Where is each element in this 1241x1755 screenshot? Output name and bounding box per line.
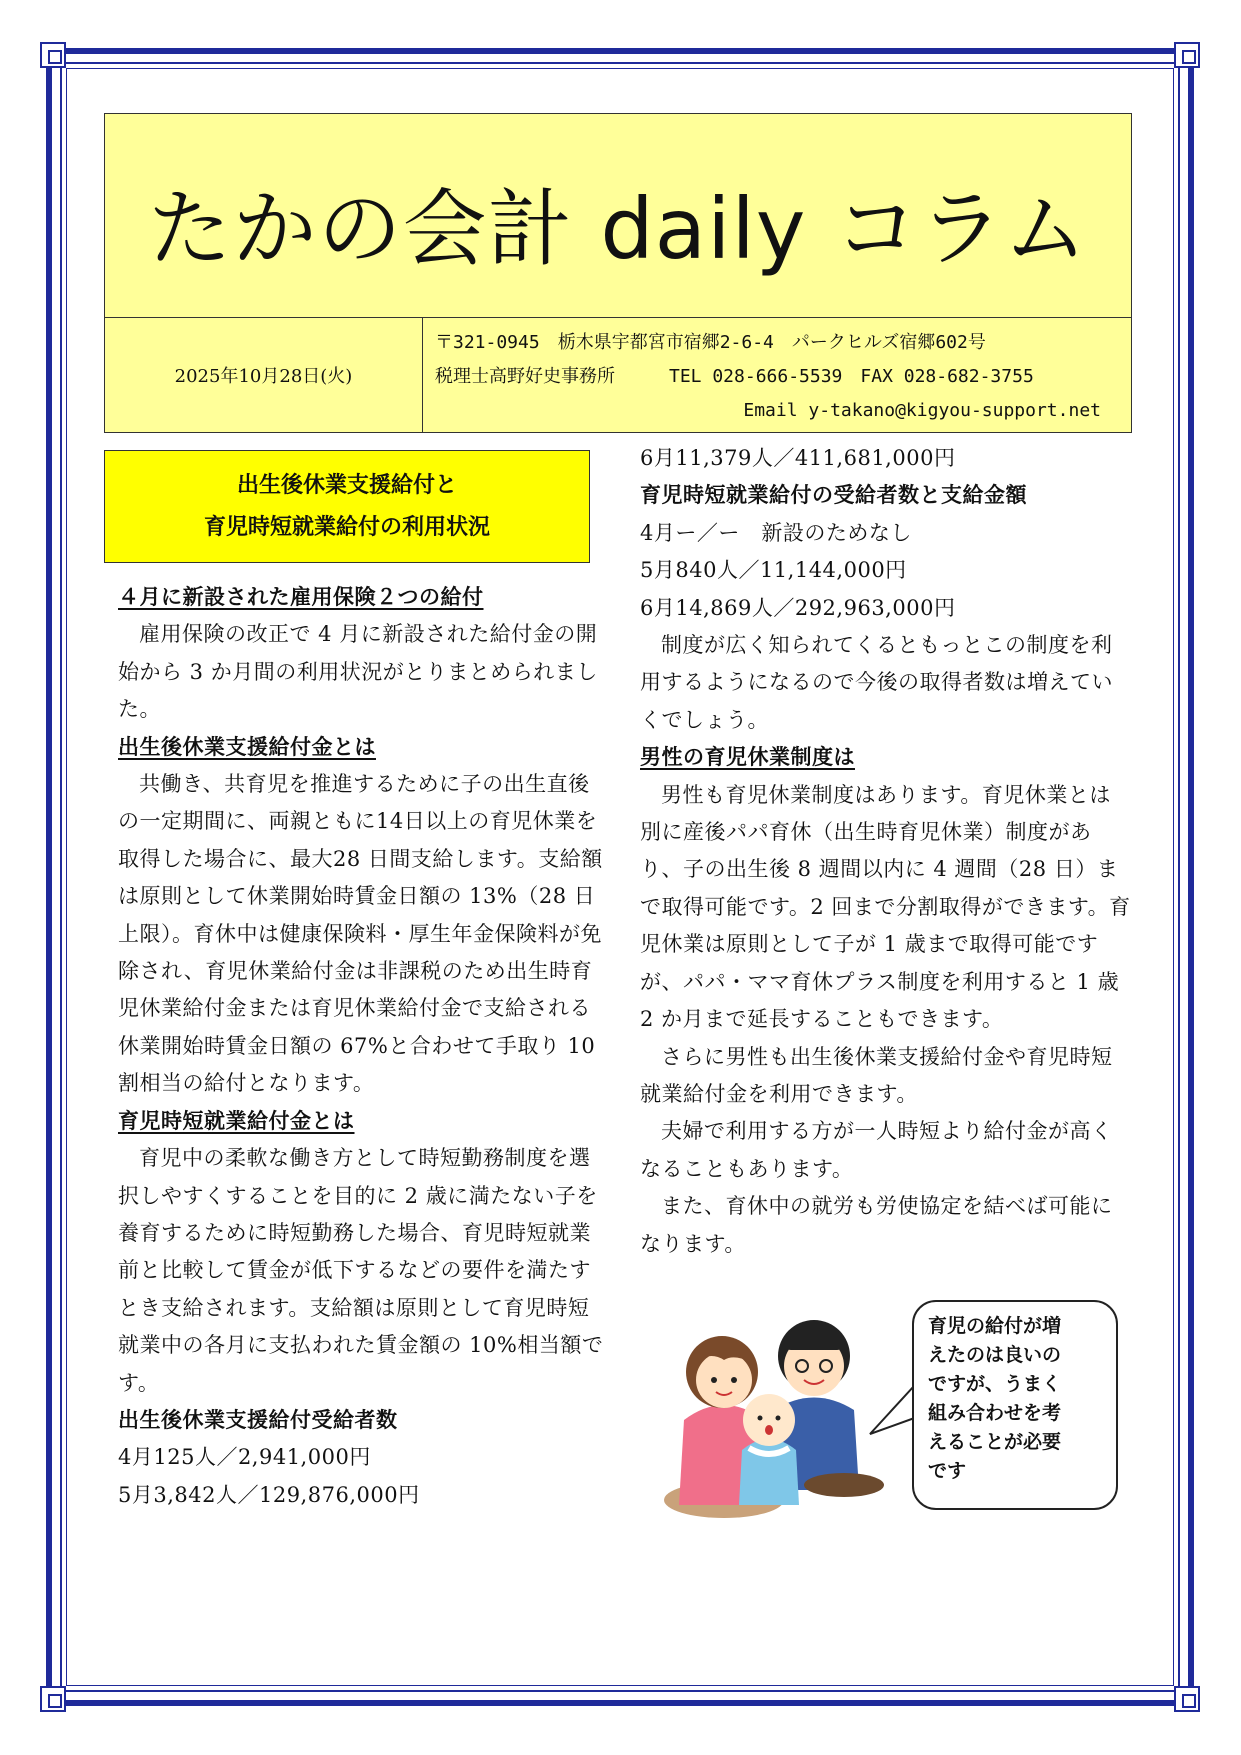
baby-eye-left <box>758 1416 763 1421</box>
bubble-line: 育児の給付が増 <box>928 1315 1062 1337</box>
masthead <box>104 113 1132 318</box>
section-heading: 出生後休業支援給付受給者数 <box>118 1407 398 1432</box>
stat-line: 6月11,379人／411,681,000円 <box>640 446 956 470</box>
bubble-line: ですが、うまく <box>928 1373 1062 1395</box>
paragraph: 夫婦で利用する方が一人時短より給付金が高くなることもあります。 <box>640 1119 1113 1181</box>
family-illustration <box>654 1300 894 1520</box>
info-row <box>104 318 1132 433</box>
mother-eye-left <box>711 1377 717 1383</box>
section-heading: 男性の育児休業制度は <box>640 745 855 770</box>
issue-date: 2025年10月28日(火) <box>105 318 423 432</box>
father-legs <box>804 1473 884 1497</box>
bubble-line: 組み合わせを考 <box>928 1402 1062 1424</box>
section-heading: 出生後休業支援給付金とは <box>118 734 376 759</box>
baby-mouth <box>765 1425 773 1435</box>
office-address: 〒321-0945 栃木県宇都宮市宿郷2-6-4 パークヒルズ宿郷602号 <box>435 332 986 353</box>
corner-ornament-top-left <box>40 42 66 68</box>
paragraph: また、育休中の就労も労使協定を結べば可能になります。 <box>640 1194 1113 1256</box>
paragraph: 男性も育児休業制度はあります。育児休業とは別に産後パパ育休（出生時育児休業）制度があり、子の出生後 8 週間以内に 4 週間（28 日）まで取得可能です。2 回まで分割取得ができます。育児休業は原則として子が 1 歳まで取得可能ですが、パパ・ママ育休プラス制度を利用すると 1 歳 2 か月まで延長することもできます。 <box>640 782 1131 1032</box>
stat-line: 5月840人／11,144,000円 <box>640 558 907 583</box>
left-column <box>118 579 606 1514</box>
paragraph: さらに男性も出生後休業支援給付金や育児時短就業給付金を利用できます。 <box>640 1044 1113 1106</box>
paragraph: 共働き、共育児を推進するために子の出生直後の一定期間に、両親ともに14日以上の育児休業を取得した場合に、最大28 日間支給します。支給額は原則として休業開始時賃金日額の 13%（28 日上限）。育休中は健康保険料・厚生年金保険料が免除され、育児休業給付金は非課税のため出生時育児休業給付金または育児休業給付金で支給される休業開始時賃金日額の 67%と合わせて手取り 10 割相当の給付となります。 <box>118 772 603 1096</box>
bubble-line: えたのは良いの <box>928 1344 1062 1366</box>
topic-line-2: 育児時短就業給付の利用状況 <box>203 514 490 540</box>
paragraph: 雇用保険の改正で 4 月に新設された給付金の開始から 3 か月間の利用状況がとりまとめられました。 <box>118 622 598 722</box>
corner-ornament-bottom-right <box>1174 1686 1200 1712</box>
baby-eye-right <box>776 1416 781 1421</box>
topic-heading-box <box>104 450 590 563</box>
paragraph: 育児中の柔軟な働き方として時短勤務制度を選択しやすくすることを目的に 2 歳に満たない子を養育するために時短勤務した場合、育児時短就業前と比較して賃金が低下するなどの要件を満たすとき支給されます。支給額は原則として育児時短就業中の各月に支払われた賃金額の 10%相当額です。 <box>118 1146 604 1395</box>
father-bangs <box>784 1336 844 1350</box>
corner-ornament-bottom-left <box>40 1686 66 1712</box>
mother-face <box>696 1352 752 1408</box>
stat-line: 4月125人／2,941,000円 <box>118 1445 371 1470</box>
section-heading: 育児時短就業給付金とは <box>118 1108 355 1133</box>
stat-line: 6月14,869人／292,963,000円 <box>640 595 956 620</box>
right-column <box>640 440 1132 1263</box>
office-phone-fax: 税理士高野好史事務所 TEL 028-666-5539 FAX 028-682-3755 <box>435 366 1034 387</box>
baby-face <box>743 1394 795 1446</box>
stat-line: 5月3,842人／129,876,000円 <box>118 1482 420 1507</box>
page-title: たかの会計 daily コラム <box>147 180 1089 278</box>
topic-line-1: 出生後休業支援給付と <box>236 472 457 498</box>
bubble-line: えることが必要 <box>928 1431 1062 1453</box>
mother-eye-right <box>731 1377 737 1383</box>
office-email: Email y-takano@kigyou-support.net <box>743 400 1101 421</box>
paragraph: 制度が広く知られてくるともっとこの制度を利用するようになるので今後の取得者数は増えていくでしょう。 <box>640 633 1113 732</box>
stat-line: 4月ー／ー 新設のためなし <box>640 520 912 545</box>
office-contact <box>435 326 1125 428</box>
speech-bubble <box>912 1300 1118 1510</box>
section-heading: 育児時短就業給付の受給者数と支給金額 <box>640 483 1027 508</box>
bubble-line: です <box>928 1460 967 1482</box>
baby-body <box>739 1439 799 1505</box>
corner-ornament-top-right <box>1174 42 1200 68</box>
section-heading: ４月に新設された雇用保険２つの給付 <box>118 585 484 609</box>
